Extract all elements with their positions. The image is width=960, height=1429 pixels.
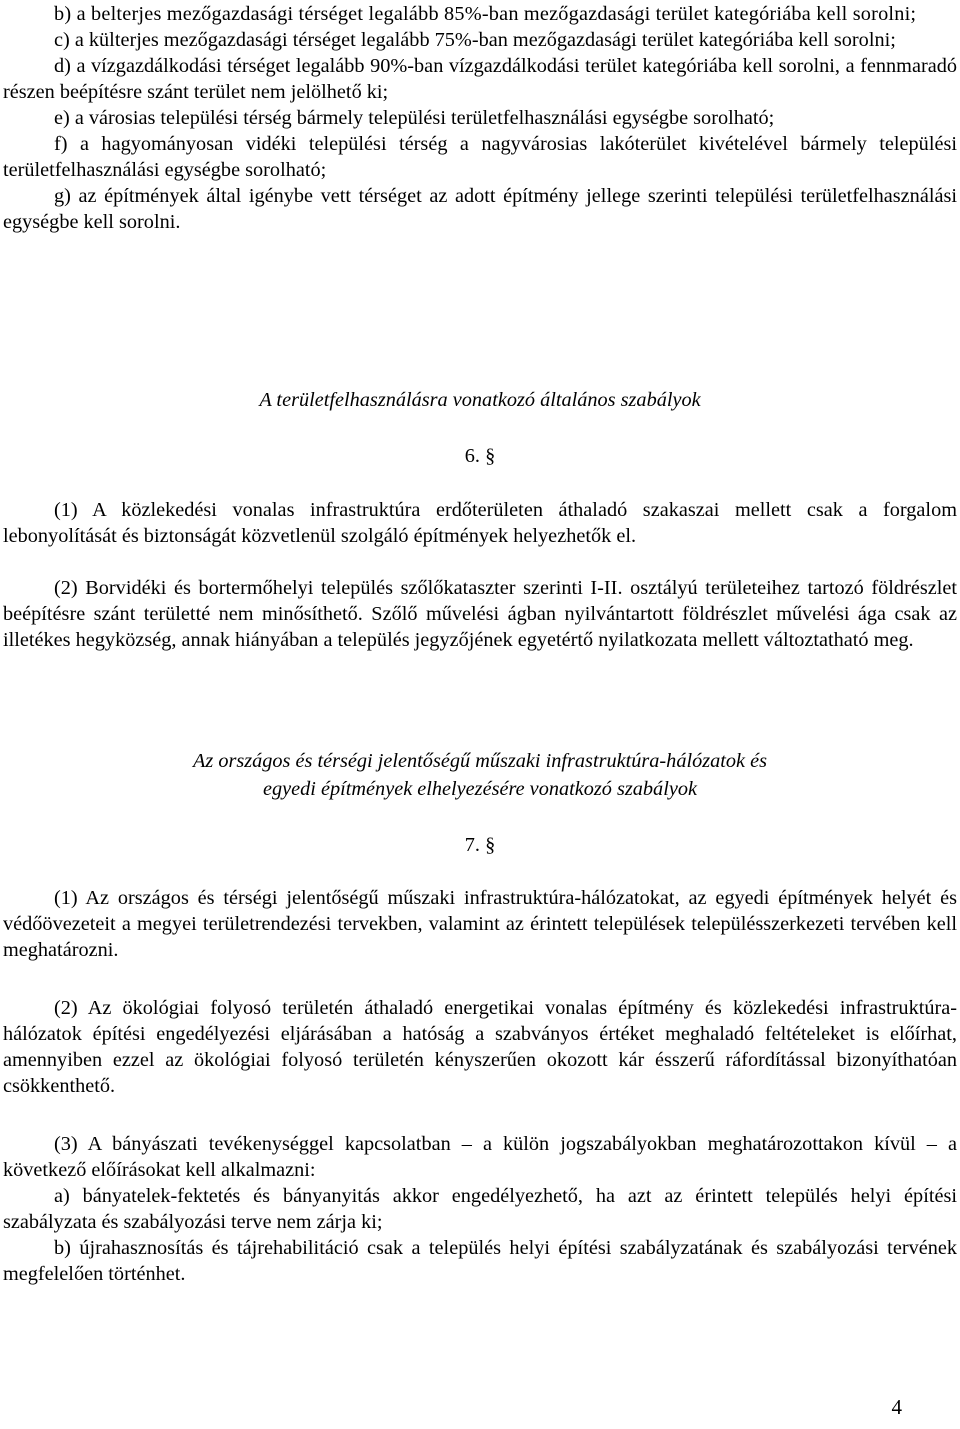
list-item: g) az építmények által igénybe vett térséget az adott építmény jellege szerinti települési területfelhasználási egységbe kell sorolni. <box>3 185 957 233</box>
section-heading-line-1: Az országos és térségi jelentőségű műszaki infrastruktúra-hálózatok és <box>192 750 768 772</box>
section-number: 6. § <box>464 445 496 467</box>
section-7-body <box>3 885 957 1287</box>
paragraph: (2) Borvidéki és bortermőhelyi település szőlőkataszter szerinti I-II. osztályú területeihez tartozó földrészlet beépítésre szánt területté nem minősíthető. Szőlő művelési ágban nyilvántartott földrészlet művelési ága csak az illetékes hegyközség, annak hiányában a település jegyzőjének egyetértő nyilatkozata mellett változtatható meg. <box>3 577 957 651</box>
page-number: 4 <box>891 1395 902 1419</box>
list-block <box>3 1 957 235</box>
list-item: f) a hagyományosan vidéki települési térség a nagyvárosias lakóterület kivételével bármely települési területfelhasználási egységbe sorolható; <box>3 133 957 181</box>
list-item: e) a városias települési térség bármely települési területfelhasználási egységbe sorolható; <box>54 107 775 129</box>
list-item: c) a külterjes mezőgazdasági térséget legalább 75%-ban mezőgazdasági terület kategóriába kell sorolni; <box>54 29 896 51</box>
section-6-number-block <box>3 443 957 469</box>
paragraph: (3) A bányászati tevékenységgel kapcsolatban – a külön jogszabályokban meghatározottakon kívül – a következő előírásokat kell alkalmazni: <box>3 1133 957 1181</box>
paragraph: (1) A közlekedési vonalas infrastruktúra erdőterületen áthaladó szakaszai mellett csak a forgalom lebonyolítását és biztonságát közvetlenül szolgáló építmények helyezhetők el. <box>3 499 957 547</box>
section-6-body <box>3 497 957 653</box>
section-number: 7. § <box>464 834 496 856</box>
sub-item: a) bányatelek-fektetés és bányanyitás akkor engedélyezhető, ha azt az érintett település helyi építési szabályzata és szabályozási terve nem zárja ki; <box>3 1185 957 1233</box>
section-7-heading-block <box>3 745 957 805</box>
section-6-heading-block <box>3 384 957 416</box>
paragraph: (1) Az országos és térségi jelentőségű műszaki infrastruktúra-hálózatokat, az egyedi építmények helyét és védőövezeteit a megyei területrendezési tervekben, valamint az érintett települések településszerkezeti tervében kell meghatározni. <box>3 887 957 961</box>
list-item: d) a vízgazdálkodási térséget legalább 90%-ban vízgazdálkodási terület kategóriába kell sorolni, a fennmaradó részen beépítésre szánt terület nem jelölhető ki; <box>3 55 957 103</box>
paragraph: (2) Az ökológiai folyosó területén áthaladó energetikai vonalas építmény és közlekedési infrastruktúra-hálózatok építési engedélyezési eljárásában a hatóság a szabványos értéket meghaladó feltételeket is előírhat, amennyiben ezzel az ökológiai folyosó területén kényszerűen okozott kár ésszerű ráfordítással bizonyíthatóan csökkenthető. <box>3 997 957 1097</box>
section-7-number-block <box>3 832 957 858</box>
sub-item: b) újrahasznosítás és tájrehabilitáció csak a település helyi építési szabályzatának és szabályozási tervének megfelelően történhet. <box>3 1237 957 1285</box>
section-heading: A területfelhasználásra vonatkozó általános szabályok <box>259 389 701 411</box>
section-heading-line-2: egyedi építmények elhelyezésére vonatkozó szabályok <box>263 778 697 800</box>
list-item: b) a belterjes mezőgazdasági térséget legalább 85%-ban mezőgazdasági terület kategóriába kell sorolni; <box>54 3 917 25</box>
